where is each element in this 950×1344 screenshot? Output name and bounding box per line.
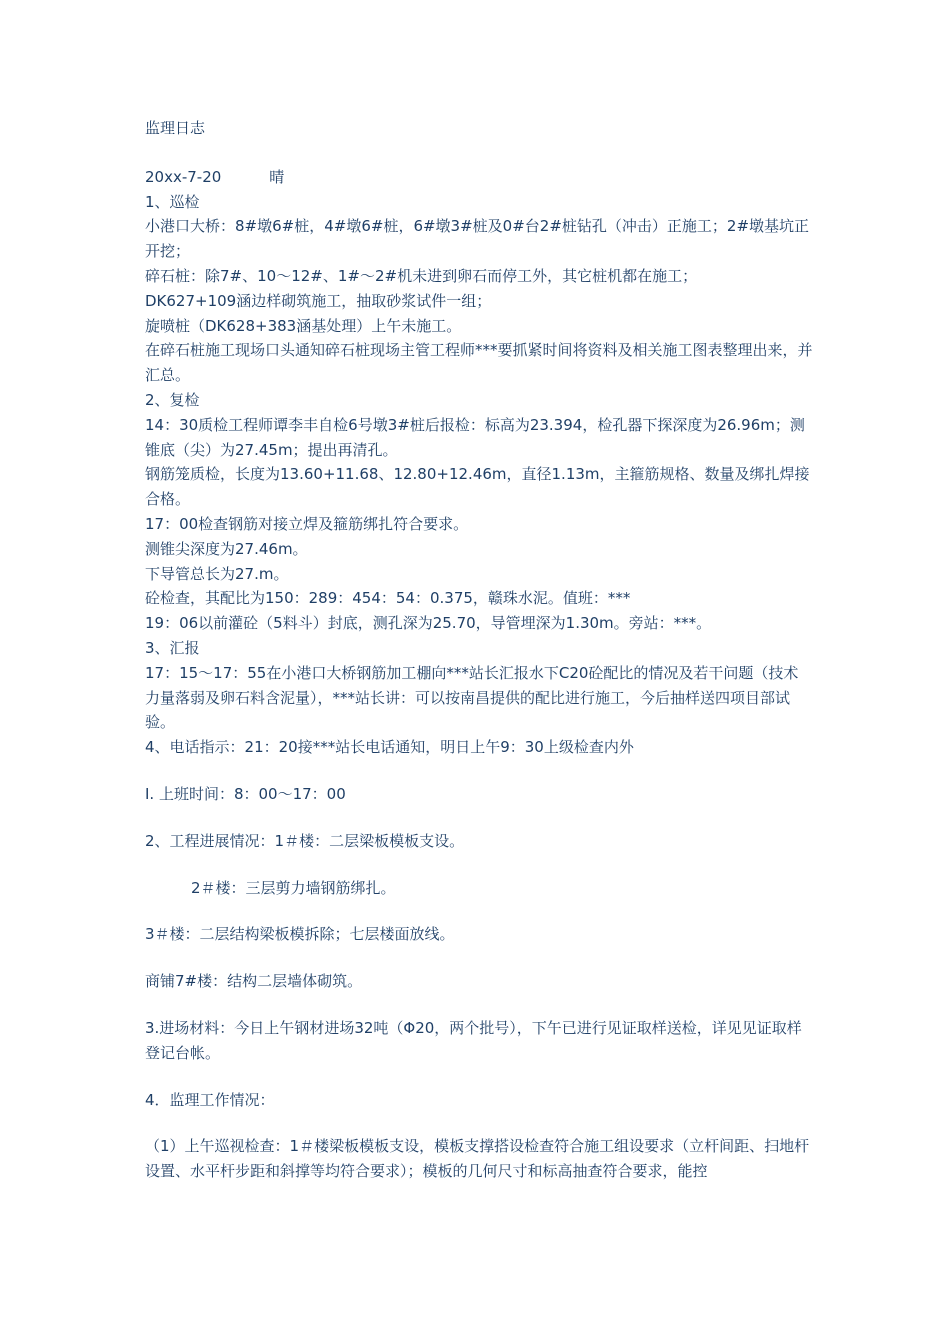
supervision-paragraph: （1）上午巡视检查：1＃楼梁板模板支设，模板支撑搭设检查符合施工组设要求（立杆间距、扫地杆设置、水平杆步距和斜撑等均符合要求）；模板的几何尺寸和标高抽查符合要求，能控	[145, 1137, 810, 1181]
supervision-heading: 4．监理工作情况：	[145, 1090, 275, 1109]
progress-line: 2、工程进展情况：1＃楼：二层梁板模板支设。	[145, 831, 465, 850]
log-line: 碎石桩：除7#、10～12#、1#～2#机未进到卵石而停工外，其它桩机都在施工；	[145, 266, 698, 285]
log-line: 砼检查，其配比为150：289：454：54：0.375，赣珠水泥。值班：***	[145, 589, 631, 608]
spacer	[145, 900, 813, 922]
spacer	[145, 1112, 813, 1134]
log-line: 4、电话指示：21：20接***站长电话通知，明日上午9：30上级检查内外	[145, 738, 634, 757]
progress-line: 商铺7#楼：结构二层墙体砌筑。	[145, 972, 363, 991]
document-page	[145, 116, 813, 1184]
log-line: 19：06以前灌砼（5料斗）封底，测孔深为25.70，导管埋深为1.30m。旁站：***。	[145, 614, 712, 633]
log-line: 17：00检查钢筋对接立焊及箍筋绑扎符合要求。	[145, 514, 469, 533]
materials-paragraph: 3.进场材料：今日上午钢材进场32吨（Φ20，两个批号），下午已进行见证取样送检，详见见证取样登记台帐。	[145, 1018, 802, 1062]
log-date: 20xx-7-20	[145, 167, 222, 186]
log-line: 2、复检	[145, 390, 200, 409]
spacer	[145, 994, 813, 1016]
log-weather: 晴	[269, 167, 285, 186]
log-line: 小港口大桥：8#墩6#桩，4#墩6#桩，6#墩3#桩及0#台2#桩钻孔（冲击）正施工；2#墩基坑正开挖；	[145, 217, 810, 261]
log-line: 测锥尖深度为27.46m。	[145, 539, 308, 558]
date-weather-line	[145, 165, 813, 190]
spacer	[145, 760, 813, 782]
log-line: 在碎石桩施工现场口头通知碎石桩现场主管工程师***要抓紧时间将资料及相关施工图表整理出来，并汇总。	[145, 341, 813, 385]
spacer	[145, 854, 813, 876]
spacer	[145, 141, 813, 165]
spacer	[145, 807, 813, 829]
work-time: I. 上班时间：8：00～17：00	[145, 784, 346, 803]
log-line: 17：15～17：55在小港口大桥钢筋加工棚向***站长汇报水下C20砼配比的情况及若干问题（技术力量落弱及卵石料含泥量），***站长讲：可以按南昌提供的配比进行施工，今后抽样送四项目部试验。	[145, 663, 799, 732]
log-line: DK627+109涵边样砌筑施工，抽取砂浆试件一组；	[145, 291, 492, 310]
log-line: 下导管总长为27.m。	[145, 564, 289, 583]
spacer	[145, 947, 813, 969]
log-line: 1、巡检	[145, 192, 200, 211]
spacer	[145, 1066, 813, 1088]
progress-line: 3＃楼：二层结构梁板模拆除；七层楼面放线。	[145, 925, 455, 944]
log-line: 3、汇报	[145, 638, 200, 657]
progress-line: 2＃楼：三层剪力墙钢筋绑扎。	[191, 878, 396, 897]
doc-title: 监理日志	[145, 119, 206, 137]
log-line: 钢筋笼质检，长度为13.60+11.68、12.80+12.46m，直径1.13m，主箍筋规格、数量及绑扎焊接合格。	[145, 465, 810, 509]
log-line: 14：30质检工程师谭李丰自检6号墩3#桩后报检：标高为23.394，检孔器下探深度为26.96m；测锥底（尖）为27.45m；提出再清孔。	[145, 415, 805, 459]
log-line: 旋喷桩（DK628+383涵基处理）上午未施工。	[145, 316, 462, 335]
